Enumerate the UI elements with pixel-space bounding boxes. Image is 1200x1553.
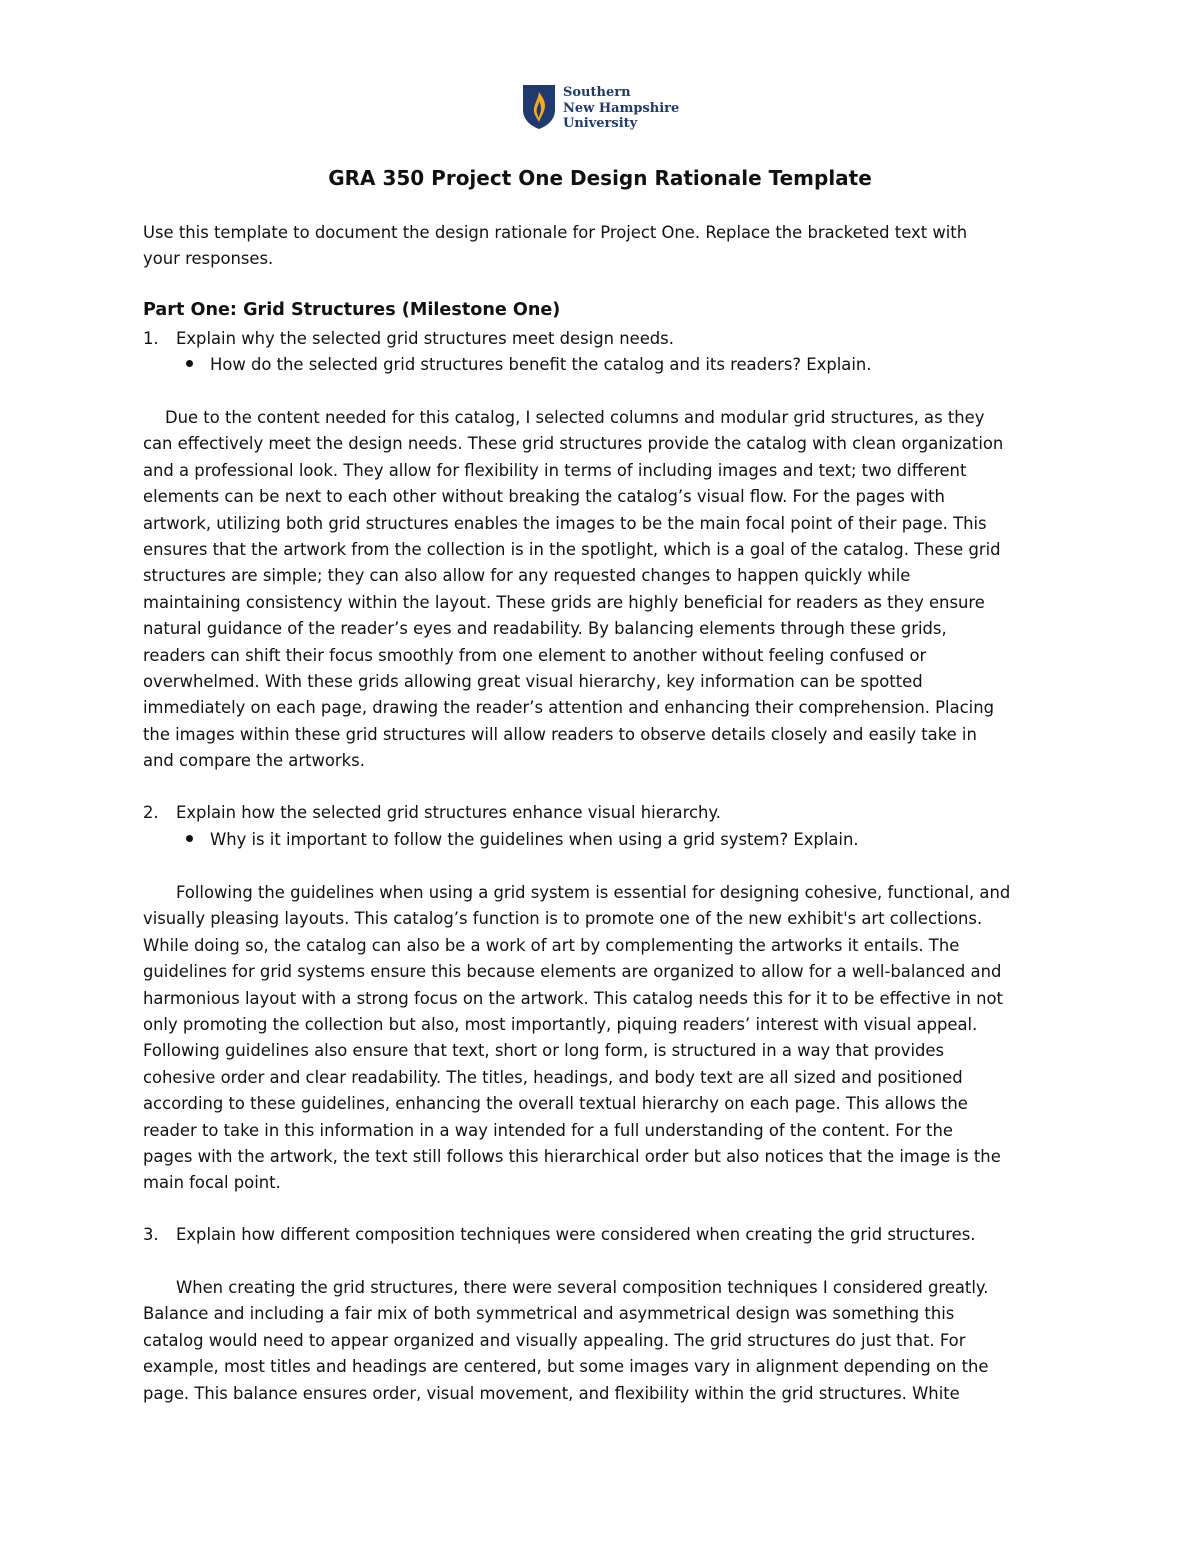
- answer-line: reader to take in this information in a way intended for a full understanding of the content. For the: [143, 1120, 953, 1140]
- answer-line: main focal point.: [143, 1173, 281, 1193]
- logo-line: University: [563, 116, 638, 131]
- question-text: Explain how the selected grid structures enhance visual hierarchy.: [176, 803, 721, 822]
- answer-line: natural guidance of the reader’s eyes and readability. By balancing elements through these grids,: [143, 619, 947, 639]
- university-logo: [522, 84, 679, 132]
- part-one-heading: Part One: Grid Structures (Milestone One): [143, 300, 561, 320]
- answer-line: structures are simple; they can also allow for any requested changes to happen quickly while: [143, 566, 911, 586]
- logo-wordmark: [563, 85, 679, 132]
- answer-line: cohesive order and clear readability. The titles, headings, and body text are all sized and positioned: [143, 1067, 963, 1087]
- answer-1-paragraph: [143, 405, 1083, 774]
- bullet-text: How do the selected grid structures benefit the catalog and its readers? Explain.: [210, 355, 872, 374]
- answer-line: When creating the grid structures, there were several composition techniques I considered greatly.: [176, 1278, 989, 1297]
- answer-line: example, most titles and headings are centered, but some images vary in alignment depending on the: [143, 1357, 989, 1377]
- answer-line: and a professional look. They allow for flexibility in terms of including images and text; two different: [143, 460, 967, 480]
- answer-line: immediately on each page, drawing the reader’s attention and enhancing their comprehension. Placing: [143, 698, 995, 718]
- answer-line: only promoting the collection but also, most importantly, piquing readers’ interest with visual appeal.: [143, 1014, 978, 1034]
- intro-line: your responses.: [143, 249, 274, 269]
- shield-flame-icon: [522, 84, 556, 130]
- question-1: [143, 326, 674, 352]
- logo-line: Southern: [563, 85, 631, 100]
- question-number: 2.: [143, 803, 159, 822]
- answer-line: Following the guidelines when using a grid system is essential for designing cohesive, functional, and: [176, 883, 1011, 902]
- answer-line: While doing so, the catalog can also be a work of art by complementing the artworks it entails. The: [143, 935, 960, 955]
- answer-3-paragraph: [143, 1275, 1083, 1407]
- answer-2-paragraph: [143, 880, 1083, 1197]
- answer-line: Due to the content needed for this catalog, I selected columns and modular grid structures, as they: [165, 408, 985, 427]
- bullet-icon: [186, 835, 193, 842]
- answer-line: the images within these grid structures will allow readers to observe details closely and easily take in: [143, 724, 977, 744]
- question-3: [143, 1222, 975, 1248]
- answer-line: Following guidelines also ensure that text, short or long form, is structured in a way that provides: [143, 1041, 945, 1061]
- answer-line: overwhelmed. With these grids allowing great visual hierarchy, key information can be spotted: [143, 671, 923, 691]
- answer-line: guidelines for grid systems ensure this because elements are organized to allow for a well-balanced and: [143, 962, 1002, 982]
- answer-line: maintaining consistency within the layout. These grids are highly beneficial for readers as they ensure: [143, 592, 985, 612]
- question-text: Explain how different composition techniques were considered when creating the grid structures.: [176, 1225, 976, 1244]
- question-2: [143, 800, 721, 826]
- answer-line: readers can shift their focus smoothly from one element to another without feeling confused or: [143, 645, 927, 665]
- answer-line: artwork, utilizing both grid structures enables the images to be the main focal point of their page. This: [143, 513, 987, 533]
- answer-line: and compare the artworks.: [143, 751, 365, 771]
- answer-line: Balance and including a fair mix of both symmetrical and asymmetrical design was something this: [143, 1304, 955, 1324]
- question-number: 3.: [143, 1225, 159, 1244]
- question-1-bullet: [186, 352, 871, 378]
- answer-line: catalog would need to appear organized and visually appealing. The grid structures do just that. For: [143, 1330, 966, 1350]
- question-number: 1.: [143, 329, 159, 348]
- answer-line: harmonious layout with a strong focus on the artwork. This catalog needs this for it to be effective in not: [143, 988, 1003, 1008]
- answer-line: page. This balance ensures order, visual movement, and flexibility within the grid structures. White: [143, 1383, 960, 1403]
- question-text: Explain why the selected grid structures meet design needs.: [176, 329, 674, 348]
- answer-line: ensures that the artwork from the collection is in the spotlight, which is a goal of the catalog. These grid: [143, 539, 1001, 559]
- intro-paragraph: [143, 220, 1083, 273]
- question-2-bullet: [186, 827, 859, 853]
- answer-line: according to these guidelines, enhancing the overall textual hierarchy on each page. This allows the: [143, 1094, 968, 1114]
- answer-line: visually pleasing layouts. This catalog’s function is to promote one of the new exhibit's art collections.: [143, 909, 983, 929]
- answer-line: elements can be next to each other without breaking the catalog’s visual flow. For the pages with: [143, 487, 945, 507]
- intro-line: Use this template to document the design rationale for Project One. Replace the bracketed text with: [143, 223, 968, 242]
- bullet-icon: [186, 360, 193, 367]
- logo-line: New Hampshire: [563, 100, 680, 116]
- answer-line: can effectively meet the design needs. These grid structures provide the catalog with clean organization: [143, 434, 1004, 454]
- bullet-text: Why is it important to follow the guidelines when using a grid system? Explain.: [210, 830, 859, 849]
- document-title: GRA 350 Project One Design Rationale Template: [328, 166, 872, 190]
- answer-line: pages with the artwork, the text still follows this hierarchical order but also notices that the image is the: [143, 1146, 1001, 1166]
